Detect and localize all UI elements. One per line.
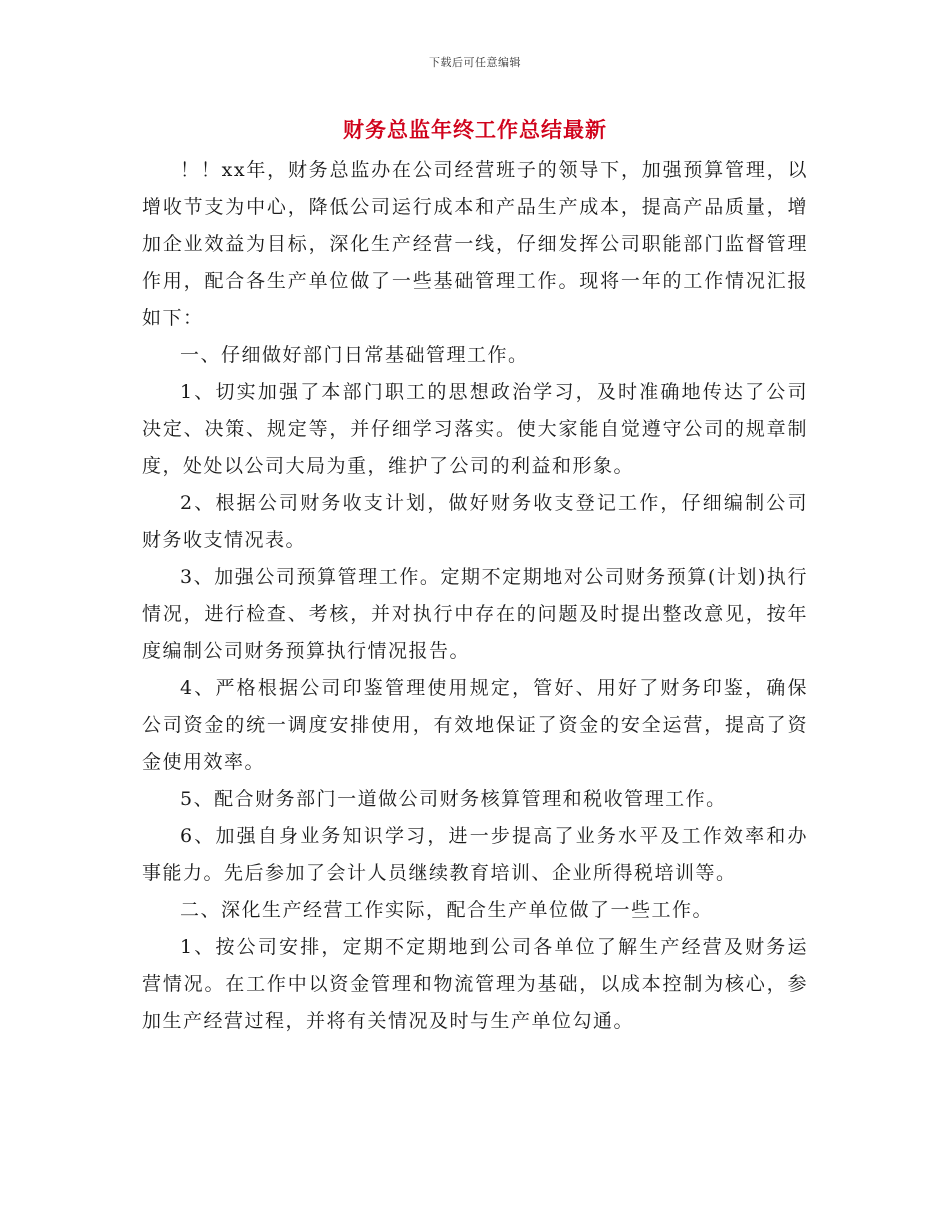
paragraph-item: 4、严格根据公司印鉴管理使用规定，管好、用好了财务印鉴，确保公司资金的统一调度安排使用，有效地保证了资金的安全运营，提高了资金使用效率。 [142, 677, 808, 773]
paragraph-item: 1、切实加强了本部门职工的思想政治学习，及时准确地传达了公司决定、决策、规定等，并仔细学习落实。使大家能自觉遵守公司的规章制度，处处以公司大局为重，维护了公司的利益和形象。 [142, 381, 808, 477]
document-body [142, 152, 808, 1040]
paragraph-item: 6、加强自身业务知识学习，进一步提高了业务水平及工作效率和办事能力。先后参加了会计人员继续教育培训、企业所得税培训等。 [142, 825, 808, 884]
paragraph-item: 2、根据公司财务收支计划，做好财务收支登记工作，仔细编制公司财务收支情况表。 [142, 492, 808, 551]
header-note: 下载后可任意编辑 [429, 56, 521, 69]
paragraph-item: 5、配合财务部门一道做公司财务核算管理和税收管理工作。 [180, 788, 727, 810]
paragraph-item: 3、加强公司预算管理工作。定期不定期地对公司财务预算(计划)执行情况，进行检查、考核，并对执行中存在的问题及时提出整改意见，按年度编制公司财务预算执行情况报告。 [142, 566, 808, 662]
paragraph-intro: ！！xx年，财务总监办在公司经营班子的领导下，加强预算管理，以增收节支为中心，降低公司运行成本和产品生产成本，提高产品质量，增加企业效益为目标，深化生产经营一线，仔细发挥公司职能部门监督管理作用，配合各生产单位做了一些基础管理工作。现将一年的工作情况汇报如下： [142, 159, 808, 329]
paragraph-item: 1、按公司安排，定期不定期地到公司各单位了解生产经营及财务运营情况。在工作中以资金管理和物流管理为基础，以成本控制为核心，参加生产经营过程，并将有关情况及时与生产单位勾通。 [142, 936, 808, 1032]
document-title: 财务总监年终工作总结最新 [343, 117, 607, 142]
section-heading-1: 一、仔细做好部门日常基础管理工作。 [180, 344, 529, 366]
section-heading-2: 二、深化生产经营工作实际，配合生产单位做了一些工作。 [180, 899, 714, 921]
